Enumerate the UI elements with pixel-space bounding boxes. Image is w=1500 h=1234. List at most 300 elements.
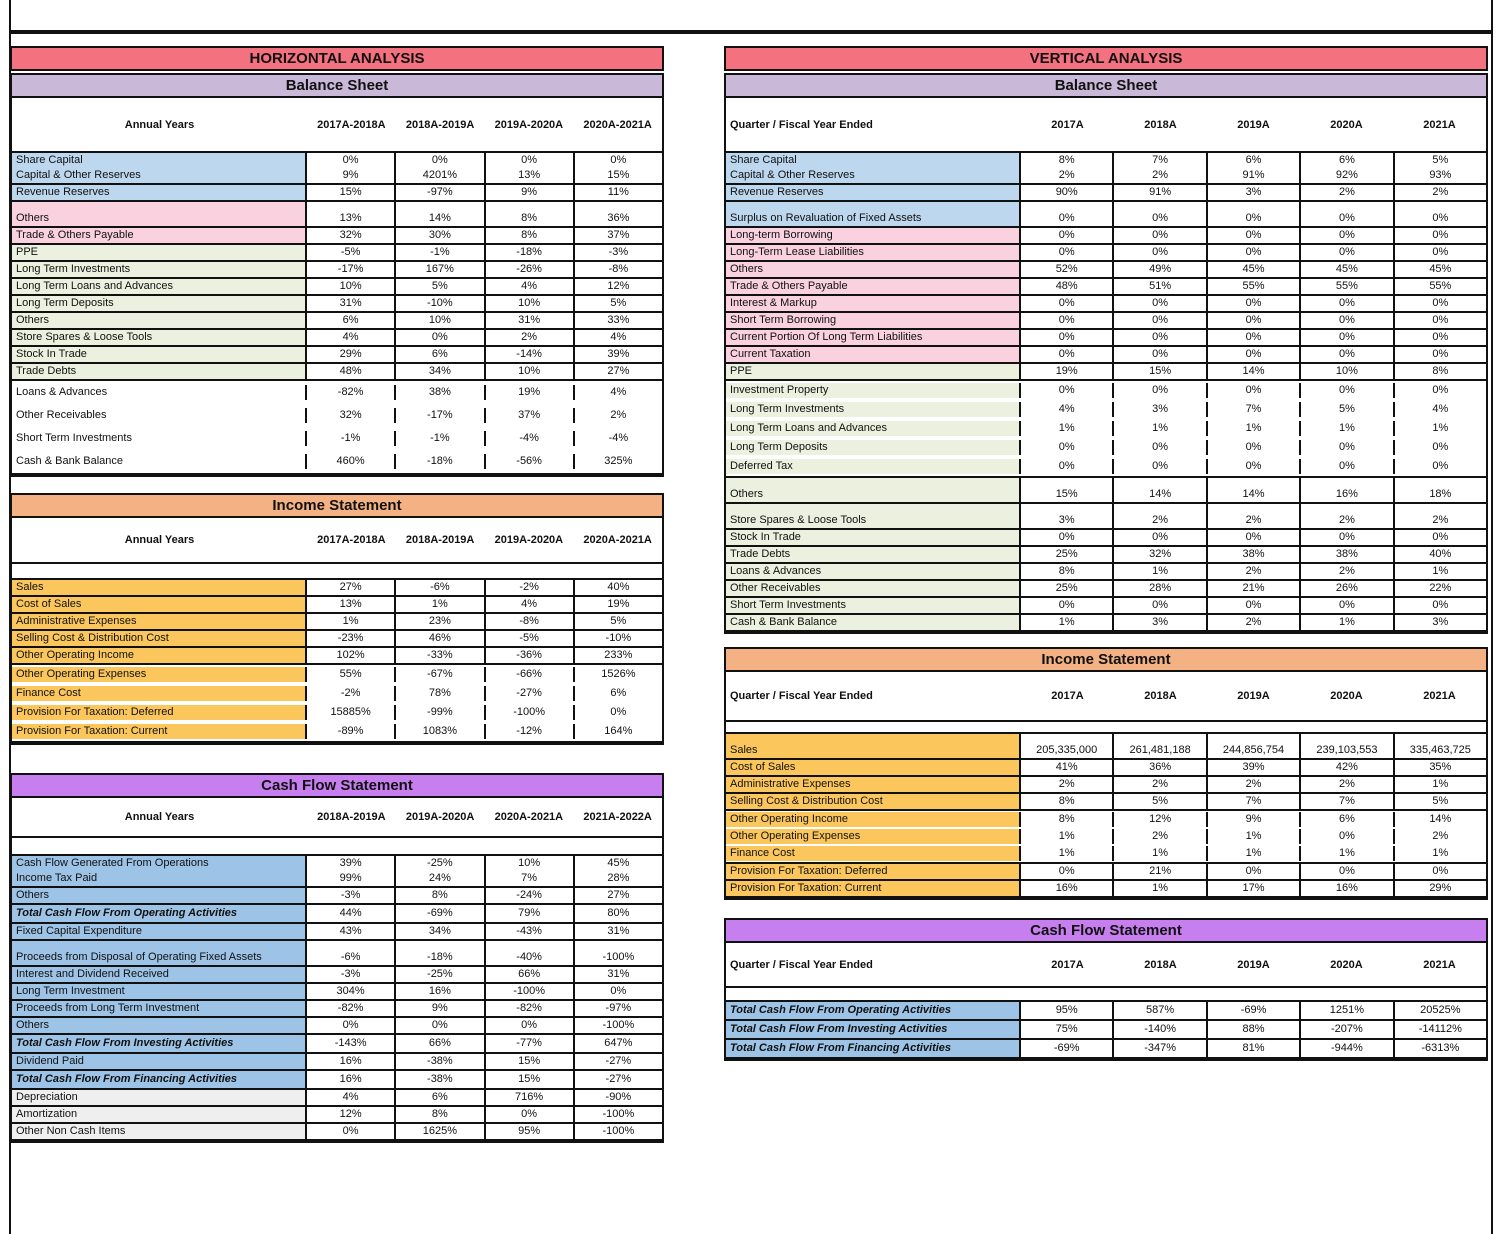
cell-value: 11% (573, 185, 662, 200)
cell-value: -69% (1053, 1042, 1080, 1054)
cell-value: -77% (484, 1035, 573, 1052)
row-block (726, 579, 1486, 596)
row-block (12, 379, 662, 475)
row-block (726, 328, 1486, 345)
cell-value: 335,463,725 (1393, 734, 1486, 758)
row-block (726, 528, 1486, 545)
row-block (12, 328, 662, 345)
year-column-header: 2020A (1330, 118, 1363, 131)
row-label: Others (12, 888, 307, 903)
table-row (12, 905, 662, 922)
row-label: Current Taxation (726, 347, 1021, 362)
year-column-header: 2020A (1330, 690, 1363, 702)
table-row (726, 279, 1486, 294)
column-header-label: Quarter / Fiscal Year Ended (730, 690, 873, 702)
cell-value: 0% (1206, 202, 1299, 226)
cell-value: 0% (394, 1018, 483, 1033)
cell-value: -82% (337, 1002, 364, 1014)
cell-value: 39% (573, 347, 662, 362)
cell-value: -100% (573, 1018, 662, 1033)
cell-value: -89% (337, 725, 364, 737)
cell-value: 15% (484, 1071, 573, 1088)
row-block (12, 854, 662, 886)
cell-value: 13% (484, 168, 573, 183)
cell-value: -4% (484, 431, 573, 446)
cell-value: 0% (1299, 228, 1392, 243)
cell-value: 2% (1112, 829, 1205, 844)
table-row (12, 1018, 662, 1033)
row-label: Trade & Others Payable (12, 228, 307, 243)
row-label: Proceeds from Long Term Investment (12, 1001, 307, 1016)
cell-value: 0% (1058, 246, 1075, 258)
cell-value: 1% (1299, 615, 1392, 630)
cell-value: 2% (1206, 564, 1299, 579)
table-row (726, 615, 1486, 630)
row-label: Long Term Investment (12, 984, 307, 999)
row-block (12, 243, 662, 260)
cell-value: 2% (1393, 185, 1486, 200)
cell-value: 29% (1393, 881, 1486, 896)
cell-value: 7% (1112, 153, 1205, 168)
cell-value: 164% (573, 724, 662, 739)
cell-value: 8% (1058, 813, 1075, 825)
table-row (726, 185, 1486, 200)
table-row (12, 404, 662, 427)
horizontal-analysis-title: HORIZONTAL ANALYSIS (10, 46, 664, 71)
year-column-header: 2017A-2018A (317, 534, 386, 546)
cell-value: 37% (484, 408, 573, 423)
cell-value: 233% (573, 648, 662, 663)
cell-value: 6% (1299, 153, 1392, 168)
cell-value: 22% (1393, 581, 1486, 596)
row-block (726, 379, 1486, 476)
cell-value: 4% (484, 597, 573, 612)
table-row (726, 1021, 1486, 1038)
cell-value: 0% (1393, 347, 1486, 362)
cell-value: 1% (1058, 847, 1075, 859)
cell-value: 2% (1299, 564, 1392, 579)
cell-value: 16% (1055, 882, 1078, 894)
row-block (726, 345, 1486, 362)
cell-value: 1% (1393, 846, 1486, 861)
cell-value: 75% (1055, 1023, 1078, 1035)
cell-value: -6313% (1393, 1040, 1486, 1057)
table-row (726, 864, 1486, 879)
column-header-label: Annual Years (124, 118, 195, 131)
cell-value: 25% (1055, 548, 1078, 560)
cell-value: 304% (336, 985, 365, 997)
table-row (726, 364, 1486, 379)
year-column-header: 2017A (1051, 958, 1084, 971)
row-label: Cash & Bank Balance (726, 615, 1021, 630)
table-row (726, 504, 1486, 528)
cell-value: 1% (342, 615, 359, 627)
row-block (12, 939, 662, 965)
cell-value: 66% (394, 1035, 483, 1052)
cell-value: 1625% (394, 1124, 483, 1139)
row-block (726, 311, 1486, 328)
cell-value: 0% (1299, 598, 1392, 613)
table-row (12, 856, 662, 871)
row-label: Trade Debts (12, 364, 307, 379)
table-row (726, 734, 1486, 758)
column-header-row (726, 98, 1486, 151)
cell-value: 55% (1299, 279, 1392, 294)
row-block (726, 243, 1486, 260)
cell-value: 1% (1112, 881, 1205, 896)
cell-value: 5% (1299, 402, 1392, 417)
cell-value: -1% (394, 245, 483, 260)
cell-value: -17% (394, 408, 483, 423)
table-row (12, 330, 662, 345)
cell-value: 325% (573, 454, 662, 469)
page-title-bar (9, 0, 1493, 32)
cell-value: -100% (573, 1107, 662, 1122)
table-row (12, 967, 662, 982)
column-header-label: Annual Years (124, 534, 195, 546)
table-row (12, 1035, 662, 1052)
row-label: Trade & Others Payable (726, 279, 1021, 294)
cell-value: 0% (1299, 296, 1392, 311)
row-label: Cash & Bank Balance (12, 454, 307, 469)
cell-value: 55% (339, 668, 362, 680)
cell-value: -82% (484, 1001, 573, 1016)
cell-value: 1083% (394, 724, 483, 739)
cell-value: 0% (1206, 313, 1299, 328)
row-label: PPE (12, 245, 307, 260)
cell-value: 1% (1206, 829, 1299, 844)
table-row (12, 722, 662, 741)
row-block (12, 1033, 662, 1052)
year-column-header: 2020A (1330, 958, 1363, 971)
cell-value: 30% (394, 228, 483, 243)
cell-value: 14% (1112, 478, 1205, 502)
cell-value: 8% (484, 202, 573, 226)
column-header-row (12, 98, 662, 151)
cell-value: 0% (1112, 383, 1205, 398)
table-row (12, 1090, 662, 1105)
cell-value: 48% (339, 365, 362, 377)
row-block (12, 965, 662, 982)
row-label: Total Cash Flow From Operating Activities (726, 1002, 1021, 1019)
table-row (12, 202, 662, 226)
cell-value: -2% (340, 687, 361, 699)
cell-value: 239,103,553 (1299, 734, 1392, 758)
cell-value: -1% (394, 431, 483, 446)
table-row (12, 871, 662, 886)
cell-value: 91% (1206, 168, 1299, 183)
row-label: Total Cash Flow From Financing Activities (12, 1071, 307, 1088)
cell-value: 1251% (1299, 1002, 1392, 1019)
cell-value: 0% (1393, 296, 1486, 311)
cell-value: 0% (1112, 598, 1205, 613)
row-label: Loans & Advances (726, 564, 1021, 579)
cell-value: 52% (1055, 263, 1078, 275)
cell-value: 15% (339, 186, 362, 198)
row-block (726, 1038, 1486, 1059)
cell-value: 78% (394, 686, 483, 701)
cell-value: 27% (573, 364, 662, 379)
cell-value: 19% (573, 597, 662, 612)
table-row (726, 828, 1486, 845)
row-block (726, 1019, 1486, 1038)
row-block (12, 595, 662, 612)
cell-value: 0% (1393, 459, 1486, 474)
year-column-header: 2019A-2020A (494, 534, 564, 546)
table-row (726, 478, 1486, 502)
cell-value: -944% (1299, 1040, 1392, 1057)
cell-value: 0% (1393, 383, 1486, 398)
cell-value: -69% (1206, 1002, 1299, 1019)
row-block (726, 200, 1486, 226)
cell-value: 0% (1393, 313, 1486, 328)
cell-value: 2% (1058, 778, 1075, 790)
cell-value: 4% (1393, 402, 1486, 417)
cell-value: 0% (1393, 440, 1486, 455)
cell-value: -100% (573, 1124, 662, 1139)
cell-value: 0% (1058, 314, 1075, 326)
cell-value: 15% (573, 168, 662, 183)
cell-value: 39% (1206, 760, 1299, 775)
row-label: Cost of Sales (12, 597, 307, 612)
cell-value: 0% (1206, 530, 1299, 545)
row-label: Short Term Borrowing (726, 313, 1021, 328)
row-label: Sales (726, 734, 1021, 758)
table-row (12, 941, 662, 965)
cell-value: 5% (1393, 153, 1486, 168)
row-block (12, 886, 662, 903)
cell-value: 0% (1112, 313, 1205, 328)
cell-value: 45% (1299, 262, 1392, 277)
row-label: Interest and Dividend Received (12, 967, 307, 982)
row-block (12, 1052, 662, 1069)
table-row (12, 1054, 662, 1069)
table-row (12, 313, 662, 328)
year-column-header: 2017A (1051, 690, 1084, 702)
row-block (726, 362, 1486, 379)
row-label: Cost of Sales (726, 760, 1021, 775)
year-column-header: 2018A-2019A (405, 534, 475, 546)
statement-body (726, 722, 1486, 898)
cell-value: 28% (1112, 581, 1205, 596)
table-row (12, 924, 662, 939)
cell-value: 12% (1112, 812, 1205, 827)
row-label: Provision For Taxation: Deferred (12, 705, 307, 720)
row-label: Total Cash Flow From Investing Activities (726, 1021, 1021, 1038)
cell-value: 0% (1299, 347, 1392, 362)
row-label: Other Operating Expenses (12, 667, 307, 682)
row-block (12, 1105, 662, 1122)
cell-value: 0% (1058, 384, 1075, 396)
column-header-label: Quarter / Fiscal Year Ended (730, 958, 873, 971)
table-row (12, 597, 662, 612)
row-label: PPE (726, 364, 1021, 379)
cell-value: 2% (484, 330, 573, 345)
cell-value: -2% (484, 580, 573, 595)
cell-value: 4201% (394, 168, 483, 183)
row-label: Total Cash Flow From Operating Activities (12, 905, 307, 922)
cell-value: 1% (1393, 564, 1486, 579)
cell-value: 1% (1058, 616, 1075, 628)
cell-value: 1% (1112, 846, 1205, 861)
cell-value: 10% (484, 364, 573, 379)
cell-value: -36% (484, 648, 573, 663)
cell-value: 49% (1112, 262, 1205, 277)
cell-value: 0% (573, 153, 662, 168)
vertical-analysis-sections (724, 73, 1488, 1061)
cell-value: 10% (484, 296, 573, 311)
table-row (12, 1107, 662, 1122)
table-row (726, 581, 1486, 596)
row-block (12, 226, 662, 243)
cell-value: 0% (1112, 440, 1205, 455)
cell-value: -6% (340, 951, 361, 963)
cell-value: 0% (1112, 202, 1205, 226)
cell-value: 1% (1058, 422, 1075, 434)
cell-value: 0% (1206, 330, 1299, 345)
year-column-header: 2018A (1144, 690, 1177, 702)
cell-value: 45% (573, 856, 662, 871)
cell-value: 44% (339, 907, 362, 919)
cell-value: 26% (1299, 581, 1392, 596)
cell-value: -8% (573, 262, 662, 277)
cell-value: 9% (342, 169, 359, 181)
cell-value: 28% (573, 871, 662, 886)
cell-value: 2% (1206, 504, 1299, 528)
table-row (12, 262, 662, 277)
cell-value: 0% (1393, 530, 1486, 545)
row-label: Sales (12, 580, 307, 595)
row-label: Revenue Reserves (12, 185, 307, 200)
cell-value: 8% (1058, 565, 1075, 577)
statement-section (724, 647, 1488, 900)
cell-value: 3% (1058, 514, 1075, 526)
year-column-header: 2021A (1423, 690, 1456, 702)
cell-value: 0% (342, 1019, 359, 1031)
table-row (12, 245, 662, 260)
table-row (726, 438, 1486, 457)
cell-value: 6% (394, 1090, 483, 1105)
cell-value: 0% (484, 1018, 573, 1033)
cell-value: 16% (394, 984, 483, 999)
cell-value: 1% (1299, 846, 1392, 861)
cell-value: 0% (1299, 313, 1392, 328)
cell-value: 0% (1058, 212, 1075, 224)
cell-value: -100% (573, 941, 662, 965)
cell-value: -97% (394, 185, 483, 200)
cell-value: 27% (573, 888, 662, 903)
cell-value: 21% (1206, 581, 1299, 596)
cell-value: 0% (1058, 599, 1075, 611)
cell-value: -27% (573, 1071, 662, 1088)
cell-value: 14% (1206, 478, 1299, 502)
cell-value: 55% (1393, 279, 1486, 294)
row-block (12, 612, 662, 629)
cell-value: 31% (573, 967, 662, 982)
row-block (726, 183, 1486, 200)
row-label: Others (726, 262, 1021, 277)
cell-value: 2% (1112, 777, 1205, 792)
table-row (12, 648, 662, 663)
cell-value: 587% (1112, 1002, 1205, 1019)
row-label: Provision For Taxation: Deferred (726, 864, 1021, 879)
row-block (726, 545, 1486, 562)
cell-value: 31% (573, 924, 662, 939)
cell-value: 95% (484, 1124, 573, 1139)
row-block (726, 562, 1486, 579)
table-row (12, 347, 662, 362)
cell-value: 460% (336, 455, 365, 467)
table-row (12, 168, 662, 183)
row-label: Finance Cost (726, 846, 1021, 861)
statement-section (10, 773, 664, 1143)
cell-value: 33% (573, 313, 662, 328)
row-label: Loans & Advances (12, 385, 307, 400)
cell-value: 7% (1299, 794, 1392, 809)
cell-value: 32% (339, 409, 362, 421)
row-label: Store Spares & Loose Tools (12, 330, 307, 345)
row-label: Long Term Deposits (12, 296, 307, 311)
cell-value: 34% (394, 364, 483, 379)
row-label: Long-term Borrowing (726, 228, 1021, 243)
cell-value: 2% (1393, 829, 1486, 844)
cell-value: 1% (394, 597, 483, 612)
cell-value: 0% (1058, 297, 1075, 309)
row-label: Other Receivables (726, 581, 1021, 596)
cell-value: 91% (1112, 185, 1205, 200)
year-column-header: 2018A-2019A (317, 811, 386, 823)
row-block (726, 809, 1486, 862)
cell-value: 6% (342, 314, 359, 326)
cell-value: 0% (573, 705, 662, 720)
cell-value: 7% (1206, 402, 1299, 417)
statement-section (724, 918, 1488, 1061)
row-label: Other Operating Income (726, 812, 1021, 827)
cell-value: 0% (1299, 383, 1392, 398)
cell-value: 1% (1299, 421, 1392, 436)
cell-value: 18% (1393, 478, 1486, 502)
cell-value: 1% (1206, 846, 1299, 861)
year-column-header: 2020A-2021A (494, 811, 564, 823)
cell-value: -38% (394, 1071, 483, 1088)
cell-value: 4% (573, 385, 662, 400)
row-block (726, 732, 1486, 758)
vertical-analysis-title: VERTICAL ANALYSIS (724, 46, 1488, 71)
cell-value: 0% (1299, 202, 1392, 226)
row-label: Administrative Expenses (12, 614, 307, 629)
cell-value: 81% (1206, 1040, 1299, 1057)
row-label: Administrative Expenses (726, 777, 1021, 792)
table-row (12, 703, 662, 722)
statement-body (12, 838, 662, 1141)
cell-value: -43% (484, 924, 573, 939)
cell-value: 17% (1206, 881, 1299, 896)
table-row (726, 881, 1486, 896)
column-header-label: Quarter / Fiscal Year Ended (730, 118, 873, 131)
table-row (726, 457, 1486, 476)
cell-value: 10% (394, 313, 483, 328)
cell-value: -3% (340, 889, 361, 901)
cell-value: 3% (1393, 615, 1486, 630)
row-label: Share Capital (12, 153, 307, 168)
cell-value: 9% (394, 1001, 483, 1016)
row-label: Store Spares & Loose Tools (726, 504, 1021, 528)
cell-value: 0% (1299, 245, 1392, 260)
row-block (12, 646, 662, 663)
table-row (726, 1040, 1486, 1057)
cell-value: 12% (573, 279, 662, 294)
table-row (726, 168, 1486, 183)
